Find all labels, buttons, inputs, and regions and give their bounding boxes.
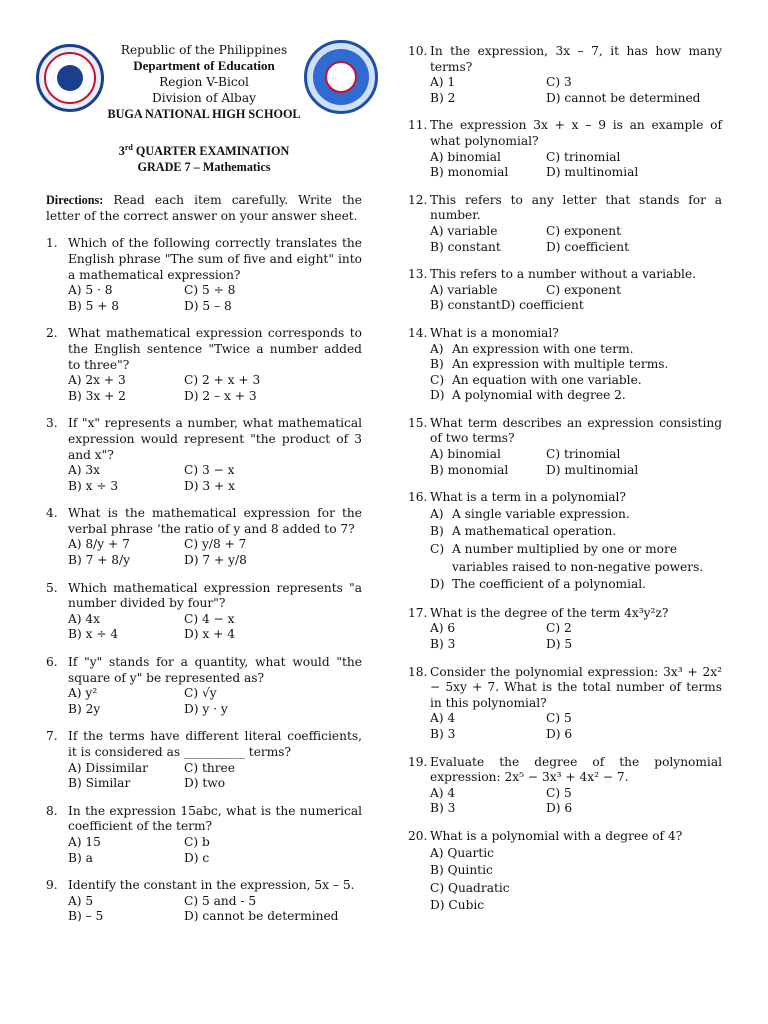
choice[interactable]: A) Quartic [430,845,494,860]
left-column [46,0,362,925]
choice[interactable]: B) 3 [430,637,456,651]
choice[interactable]: C) 3 [546,75,572,90]
choice[interactable]: C) b [184,834,210,849]
choice[interactable]: C) 5 ÷ 8 [184,283,236,298]
choice[interactable]: B) 3 [430,801,456,816]
choice[interactable]: B) constant [430,239,501,254]
deped-seal-logo [36,44,104,112]
exam-quarter: 3rd QUARTER EXAMINATION [118,142,290,158]
choice[interactable]: A) 4x [68,611,101,626]
choices [46,283,362,314]
choice[interactable]: D) multinomial [546,462,639,477]
choice[interactable]: B) a [68,850,93,865]
header-department: Department of Education [133,58,275,73]
choice[interactable]: A) binomial [430,447,501,462]
right-column [408,44,722,915]
choice[interactable]: B) constantD) coefficient [430,298,584,313]
question-16: 16. What is a term in a polynomial? A) A single variable expression. B) A mathematical operation. C) A number multiplied by one or more variables raised to non-negative powers. D) The coefficient of a polynomial. [408,490,722,594]
choice[interactable]: D) Cubic [430,898,485,913]
choices [408,342,722,404]
choice[interactable]: C) trinomial [546,447,621,462]
question-18: 18. Consider the polynomial expression: 3x³ + 2x² − 5xy + 7. What is the total number of terms in this polynomial? A) 4 C) 5 B) 3 D) 6 [408,664,722,741]
choices [46,537,362,568]
choice[interactable]: C) √y [184,686,217,701]
question-15: 15. What term describes an expression consisting of two terms? A) binomial C) trinomial B) monomial D) multinomial [408,415,722,477]
question-14: 14. What is a monomial? A) An expression with one term. B) An expression with multiple terms. C) An equation with one variable. D) A polynomial with degree 2. [408,326,722,404]
choices [408,75,722,106]
choice[interactable]: D) The coefficient of a polynomial. [430,577,647,592]
choice[interactable]: C) 5 [546,711,572,726]
choices [46,835,362,866]
choice[interactable]: A) variable [430,282,498,297]
choice[interactable]: C) 5 [546,785,572,800]
choice[interactable]: B) A mathematical operation. [430,524,617,539]
choice[interactable]: C) 2 [546,621,572,636]
header-division: Division of Albay [151,91,257,105]
choice[interactable]: A) An expression with one term. [430,341,634,356]
choice[interactable]: C) exponent [546,282,621,297]
choices [46,373,362,404]
choice[interactable]: A) 6 [430,621,456,636]
choice[interactable]: B) 7 + 8/y [68,553,131,568]
question-10: 10. In the expression, 3x – 7, it has how many terms? A) 1 C) 3 B) 2 D) cannot be determined [408,44,722,105]
choice[interactable]: C) trinomial [546,149,621,164]
choices [408,150,722,181]
choice[interactable]: A) binomial [430,149,501,164]
choice[interactable]: B) 3x + 2 [68,388,126,403]
choice[interactable]: D) 5 – 8 [184,298,232,313]
question-7: 7. If the terms have different literal coefficients, it is considered as __________ terms? A) Dissimilar C) three B) Similar D) two [46,729,362,791]
choices [408,447,722,478]
choices [408,845,722,915]
choice[interactable]: B) 2y [68,701,101,716]
choice[interactable]: C) exponent [546,223,621,238]
choices [46,761,362,792]
choices [408,621,722,652]
choice[interactable]: C) 3 − x [184,463,235,478]
choice[interactable]: B) 2 [430,90,456,105]
choices [46,612,362,643]
choice[interactable]: A) A single variable expression. [430,506,630,521]
choice[interactable]: D) 6 [546,726,573,741]
question-8: 8. In the expression 15abc, what is the numerical coefficient of the term? A) 15 C) b B) a D) c [46,803,362,865]
choice[interactable]: A) 2x + 3 [68,373,126,388]
question-20: 20. What is a polynomial with a degree of 4? A) Quartic B) Quintic C) Quadratic D) Cubic [408,829,722,915]
choices [408,283,722,299]
choices [408,506,722,594]
choice[interactable]: D) A polynomial with degree 2. [430,388,626,403]
choices [408,786,722,817]
choice[interactable]: C) three [184,760,235,775]
choice[interactable]: A) 5 [68,893,94,908]
choice[interactable]: A) 4 [430,711,456,726]
choice[interactable]: D) x + 4 [184,627,235,642]
exam-grade: GRADE 7 – Mathematics [137,159,271,174]
choice[interactable]: A) variable [430,223,498,238]
question-5: 5. Which mathematical expression represents "a number divided by four"? A) 4x C) 4 − x B) x ÷ 4 D) x + 4 [46,580,362,642]
choice[interactable]: D) multinomial [546,165,639,180]
choice[interactable]: B) Similar [68,776,131,791]
question-1: 1. Which of the following correctly translates the English phrase "The sum of five and eight" into a mathematical expression? A) 5 · 8 C) 5 ÷ 8 B) 5 + 8 D) 5 – 8 [46,236,362,313]
choice[interactable]: B) – 5 [68,909,104,924]
choices [408,711,722,742]
choice[interactable]: A) 15 [68,834,101,849]
exam-title [46,144,362,175]
header-republic: Republic of the Philippines [120,43,288,57]
school-seal-logo [304,40,378,114]
choice[interactable]: D) 5 [546,637,573,651]
choice[interactable]: D) two [184,776,226,791]
choice[interactable]: C) Quadratic [430,880,510,895]
choice[interactable]: D) cannot be determined [184,909,339,924]
choices [46,686,362,717]
choice[interactable]: A) y² [68,686,98,701]
question-4: 4. What is the mathematical expression for the verbal phrase ‘the ratio of y and 8 added to 7? A) 8/y + 7 C) y/8 + 7 B) 7 + 8/y D) 7 + y/8 [46,506,362,568]
question-2: 2. What mathematical expression corresponds to the English sentence "Twice a number added to three"? A) 2x + 3 C) 2 + x + 3 B) 3x + 2 D) 2 – x + 3 [46,326,362,403]
choice[interactable]: C) 5 and - 5 [184,893,257,908]
choice[interactable]: A) 1 [430,75,456,90]
choice[interactable]: B) x ÷ 3 [68,478,119,493]
choice[interactable]: A) Dissimilar [68,760,148,775]
choice[interactable]: D) 3 + x [184,478,235,493]
choice[interactable]: D) 7 + y/8 [184,553,247,568]
header-region: Region V-Bicol [159,75,249,89]
question-12: 12. This refers to any letter that stands for a number. A) variable C) exponent B) constant D) coefficient [408,192,722,254]
choice[interactable]: B) monomial [430,165,509,180]
choice[interactable]: D) 2 – x + 3 [184,388,257,403]
choice[interactable]: D) cannot be determined [546,90,701,105]
choice[interactable]: B) 3 [430,726,456,741]
directions: Directions: Read each item carefully. Write the letter of the correct answer on your answer sheet. [46,193,362,223]
choice[interactable]: A) 8/y + 7 [68,537,130,552]
choice[interactable]: B) 5 + 8 [68,298,120,313]
question-6: 6. If "y" stands for a quantity, what would "the square of y" be represented as? A) y² C) √y B) 2y D) y · y [46,655,362,716]
question-9: 9. Identify the constant in the expression, 5x – 5. A) 5 C) 5 and - 5 B) – 5 D) cannot be determined [46,878,362,925]
choice[interactable]: C) y/8 + 7 [184,537,247,552]
choice[interactable]: A) 4 [430,785,456,800]
choice[interactable]: D) c [184,850,210,865]
choice[interactable]: B) x ÷ 4 [68,627,119,642]
question-13: 13. This refers to a number without a variable. A) variable C) exponent B) constantD) coefficient [408,267,722,314]
choice[interactable]: A) 3x [68,463,101,478]
choice[interactable]: C) 4 − x [184,611,235,626]
question-19: 19. Evaluate the degree of the polynomial expression: 2x⁵ − 3x³ + 4x² − 7. A) 4 C) 5 B) 3 D) 6 [408,754,722,816]
choice[interactable]: D) coefficient [546,239,630,254]
choice[interactable]: B) Quintic [430,863,493,878]
choices [408,224,722,255]
choice[interactable]: A) 5 · 8 [68,283,113,298]
choice[interactable]: D) y · y [184,701,228,716]
header-school: BUGA NATIONAL HIGH SCHOOL [107,107,301,121]
choice[interactable]: C) 2 + x + 3 [184,373,261,388]
choice[interactable]: C) A number multiplied by one or more variables raised to non-negative powers. [430,542,704,574]
question-17: 17. What is the degree of the term 4x³y²z? A) 6 C) 2 B) 3 D) 5 [408,606,722,653]
choice[interactable]: B) An expression with multiple terms. [430,357,669,372]
question-3: 3. If "x" represents a number, what mathematical expression would represent "the product of 3 and x"? A) 3x C) 3 − x B) x ÷ 3 D) 3 + x [46,416,362,493]
choice[interactable]: C) An equation with one variable. [430,372,642,387]
choice[interactable]: D) 6 [546,801,573,816]
question-11: 11. The expression 3x + x – 9 is an example of what polynomial? A) binomial C) trinomial B) monomial D) multinomial [408,118,722,180]
choices [46,463,362,494]
school-header [46,0,362,140]
choice[interactable]: B) monomial [430,462,509,477]
choices [46,894,362,925]
